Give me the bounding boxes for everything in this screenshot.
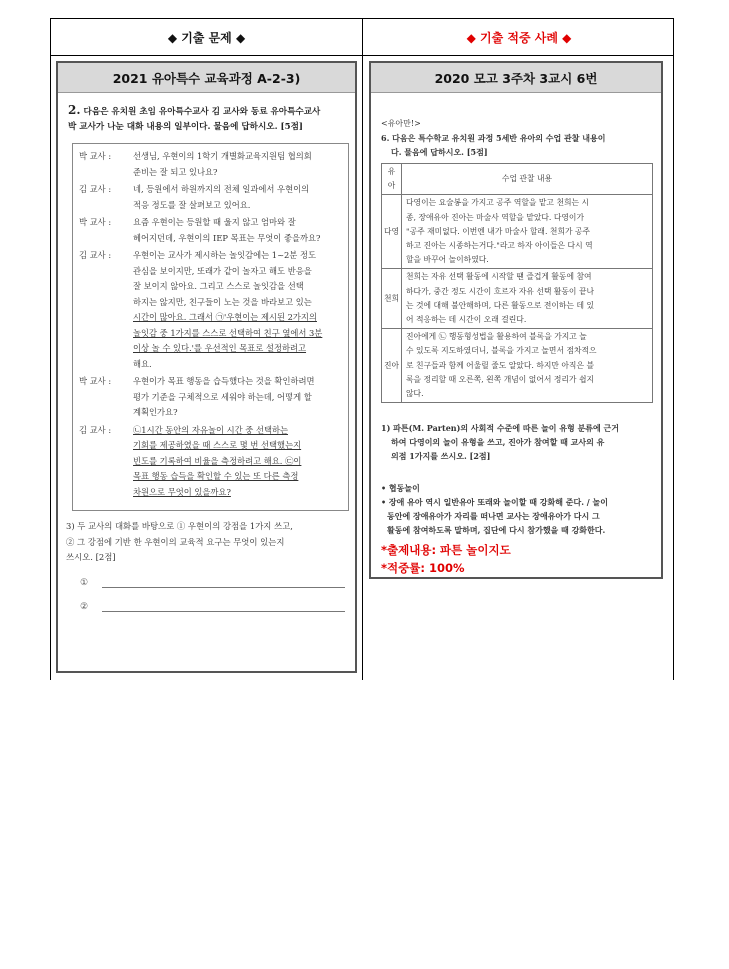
speaker: 박 교사 : — [79, 376, 112, 386]
header-past-exam: ◆ 기출 문제 ◆ — [167, 30, 246, 45]
answer-line: 동안에 장애유아가 자리를 떠나면 교사는 장애유아가 다시 그 — [387, 511, 600, 522]
utterance-line: 네, 등원에서 하원까지의 전체 일과에서 우현이의 — [133, 184, 310, 194]
underlined-line: 차원으로 무엇이 있을까요? — [133, 486, 231, 497]
header-divider — [51, 55, 673, 56]
sub-question-line: 의점 1가지를 쓰시오. [2점] — [391, 451, 491, 462]
dialog-turn — [79, 149, 342, 180]
speaker: 박 교사 : — [79, 217, 112, 227]
cell-line: 어 적응하는 데 시간이 오래 걸린다. — [406, 315, 527, 325]
cell-line: 수 있도록 지도하였더니, 블록을 가지고 놀면서 점차적으 — [406, 346, 597, 356]
utterance-line: 평가 기준을 구체적으로 세워야 하는데, 어떻게 할 — [133, 391, 312, 402]
sub-question-line: ② 그 강점에 기반 한 우현이의 교육적 요구는 무엇이 있는지 — [66, 536, 285, 547]
utterance-line: 요즘 우현이는 등원할 때 울지 않고 엄마와 잘 — [133, 217, 296, 227]
speaker: 김 교사 : — [79, 424, 112, 435]
sub-question-line: 3) 두 교사의 대화를 바탕으로 ① 우현이의 강점을 1가지 쓰고, — [66, 521, 293, 531]
underlined-line: 목표 행동 습득을 확인할 수 있는 또 다른 측정 — [133, 471, 299, 481]
sub-question — [66, 519, 347, 566]
utterance-line: 우현이가 목표 행동을 습득했다는 것을 확인하려면 — [133, 376, 315, 386]
sub-question-line: 하여 다영이의 놀이 유형을 쓰고, 진아가 참여할 때 교사의 유 — [391, 437, 605, 448]
sub-question-line: 1) 파튼(M. Parten)의 사회적 수준에 따른 놀이 유형 분류에 근거 — [381, 423, 619, 434]
answer-marker: ① — [80, 577, 89, 588]
column-divider — [362, 19, 363, 680]
utterance-line: 선생님, 우현이의 1학기 개별화교육지원팀 협의회 — [133, 151, 312, 161]
question-line: 다. 물음에 답하시오. [5점] — [391, 147, 488, 157]
past-exam-box — [56, 61, 357, 673]
child-name: 다영 — [382, 195, 402, 269]
cell-line: 하고 진아는 시종하는거다."라고 하자 아이들은 다시 역 — [406, 241, 593, 251]
result-block — [381, 541, 653, 577]
answer-marker: ② — [80, 601, 89, 612]
answer-blank — [102, 576, 345, 588]
answer-line: 활동에 참여하도록 말하며, 집단에 다시 참가했을 때 강화한다. — [387, 525, 606, 536]
speaker: 김 교사 : — [79, 184, 112, 194]
underlined-line: 시간이 많아요. 그래서 ㉠'우현이는 제시된 2가지의 — [133, 312, 317, 322]
observation-cell — [402, 329, 653, 403]
cell-line: 않다. — [406, 389, 424, 399]
child-name: 진아 — [382, 329, 402, 403]
answer-line: • 장애 유아 역시 일반유아 또래와 놀이할 때 강화해 준다. / 놀이 — [381, 497, 608, 508]
dialog-box — [72, 143, 349, 511]
utterance-line: 우현이는 교사가 제시하는 놀잇감에는 1~2분 정도 — [133, 250, 316, 260]
hit-case-title: 2020 모고 3주차 3교시 6번 — [371, 63, 661, 93]
hit-case-box — [369, 61, 663, 579]
cell-line: "공주 재미없다. 이번엔 내가 마술사 할래. 천희가 공주 — [406, 226, 591, 236]
cell-line: 하다가, 중간 정도 시간이 흐르자 자유 선택 활동이 끝나 — [406, 286, 595, 296]
answer-block — [381, 481, 653, 537]
question-line: 6. 다음은 특수학교 유치원 과정 5세반 유아의 수업 관찰 내용이 — [381, 133, 606, 143]
dialog-turn — [79, 248, 342, 372]
past-exam-title: 2021 유아특수 교육과정 A-2-3) — [58, 63, 355, 93]
underlined-line: 기회를 제공하였을 때 스스로 몇 번 선택했는지 — [133, 440, 302, 450]
observation-cell — [402, 269, 653, 329]
comparison-sheet — [50, 18, 674, 680]
column-header: 유아 — [382, 164, 402, 195]
past-exam-question — [58, 93, 355, 135]
cell-line: 는 것에 대해 불안해하며, 다른 활동으로 전이하는 데 있 — [406, 300, 595, 310]
tag-label: <유아만!> — [381, 119, 421, 128]
answer-line-2[interactable] — [80, 600, 345, 612]
table-row — [382, 195, 653, 269]
utterance-line: 잘 보이지 않아요. 그리고 스스로 놀잇감을 선택 — [133, 281, 304, 291]
speaker: 김 교사 : — [79, 250, 112, 260]
utterance-line: 준비는 잘 되고 있나요? — [133, 166, 218, 177]
underlined-line: 놀잇감 중 1가지를 스스로 선택하여 친구 옆에서 3분 — [133, 327, 323, 338]
dialog-turn — [79, 423, 342, 501]
observation-cell — [402, 195, 653, 269]
result-content: *출제내용: 파튼 놀이지도 — [381, 543, 511, 558]
cell-line: 다영이는 요술봉을 가지고 공주 역할을 맡고 천희는 시 — [406, 198, 590, 208]
cell-line: 할을 바꾸어 놀이하였다. — [406, 255, 489, 265]
sub-question — [381, 421, 653, 463]
answer-blank — [102, 600, 345, 612]
column-header: 수업 관찰 내용 — [402, 164, 653, 195]
table-header-row — [382, 164, 653, 195]
cell-line: 진아에게 ㉡ 행동형성법을 활용하여 블록을 가지고 놀 — [406, 332, 587, 342]
header-hit-case: ◆ 기출 적중 사례 ◆ — [466, 30, 572, 45]
result-rate: *적중률: 100% — [381, 561, 465, 576]
answer-title: • 협동놀이 — [381, 483, 420, 494]
question-lead: 다음은 유치원 초임 유아특수교사 김 교사와 동료 유아특수교사 — [83, 107, 321, 117]
sub-question-line: 쓰시오. [2점] — [66, 552, 116, 562]
cell-line: 록을 정리할 때 오른쪽, 왼쪽 개념이 없어서 정리가 쉽지 — [406, 374, 595, 384]
hit-case-content — [371, 93, 661, 577]
dialog-turn — [79, 182, 342, 213]
dialog-turn — [79, 374, 342, 421]
cell-line: 천희는 자유 선택 활동에 시작할 땐 즐겁게 활동에 참여 — [406, 272, 592, 282]
question-cont: 박 교사가 나눈 대화 내용의 일부이다. 물음에 답하시오. [5점] — [68, 122, 303, 132]
speaker: 박 교사 : — [79, 151, 112, 161]
table-row — [382, 329, 653, 403]
child-name: 천희 — [382, 269, 402, 329]
observation-table — [381, 163, 653, 403]
answer-line-1[interactable] — [80, 576, 345, 588]
underlined-line: ㉡1시간 동안의 자유놀이 시간 중 선택하는 — [133, 424, 289, 435]
underlined-line: 빈도를 기록하여 비율을 측정하려고 해요. ㉢이 — [133, 455, 302, 466]
utterance-line: 관심을 보이지만, 또래가 같이 놀자고 해도 반응을 — [133, 265, 312, 276]
cell-line: 로 친구들과 함께 어울릴 줄도 알았다. 하지만 아직은 블 — [406, 360, 595, 370]
question-number: 2. — [68, 103, 81, 117]
utterance-line: 적응 정도를 잘 살펴보고 있어요. — [133, 199, 251, 210]
table-row — [382, 269, 653, 329]
utterance-line: 해요. — [133, 358, 152, 369]
utterance-line: 하지는 않지만, 친구들이 노는 것을 바라보고 있는 — [133, 296, 312, 307]
utterance-line: 헤어지던데, 우현이의 IEP 목표는 무엇이 좋을까요? — [133, 232, 321, 243]
utterance-line: 계획인가요? — [133, 407, 178, 417]
cell-line: 종, 장애유아 진아는 마술사 역할을 맡았다. 다영이가 — [406, 212, 584, 222]
dialog-turn — [79, 215, 342, 246]
underlined-line: 이상 놀 수 있다.'를 우선적인 목표로 설정하려고 — [133, 343, 307, 353]
